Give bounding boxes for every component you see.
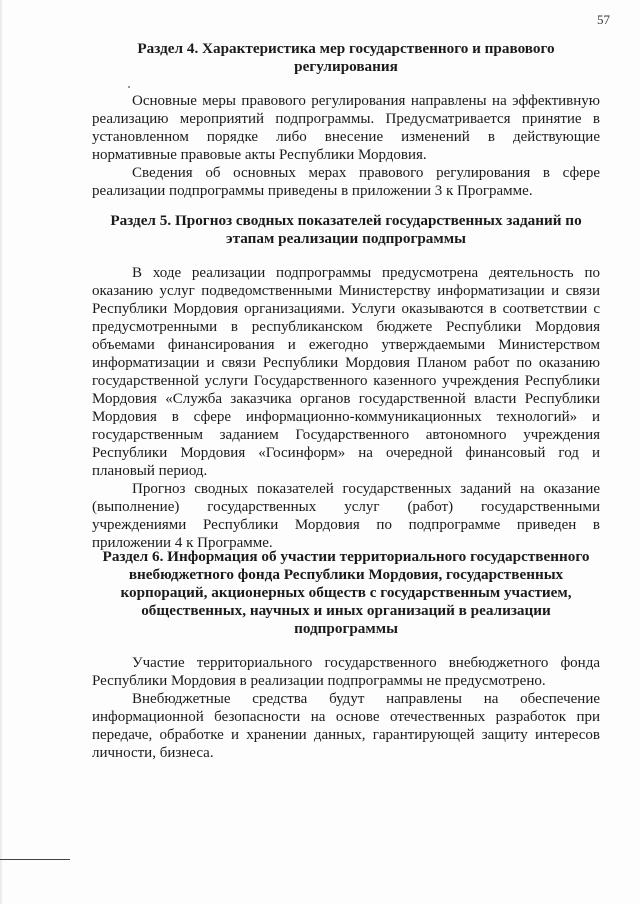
section-heading: Раздел 6. Информация об участии территориального государственного внебюджетного фонда Республики Мордовия, государственных корпораций, акционерных обществ с государственным участием, общественных, научных и иных организаций в реализации подпрограммы: [102, 548, 590, 637]
page-number: 57: [597, 12, 610, 27]
section-heading: Раздел 4. Характеристика мер государственного и правового регулирования: [137, 40, 555, 75]
scan-edge-shadow: [0, 0, 3, 904]
section-heading: Раздел 5. Прогноз сводных показателей государственных заданий по этапам реализации подпрограммы: [110, 212, 582, 247]
paragraph: Основные меры правового регулирования направлены на эффективную реализацию мероприятий подпрограммы. Предусматривается принятие в установленном порядке либо внесение изменений в действующие нормативные правовые акты Республики Мордовия.: [92, 93, 600, 163]
paragraph: Участие территориального государственного внебюджетного фонда Республики Мордовия в реализации подпрограммы не предусмотрено.: [92, 655, 600, 689]
paragraph: Прогноз сводных показателей государственных заданий на оказание (выполнение) государственных услуг (работ) государственными учреждениями Республики Мордовия по подпрограмме приведен в приложении 4 к Программе.: [92, 481, 600, 551]
paragraph: Внебюджетные средства будут направлены на обеспечение информационной безопасности на основе отечественных разработок при передаче, обработке и хранении данных, гарантирующей защиту интересов личности, бизнеса.: [92, 691, 600, 761]
footnote-rule: [0, 859, 70, 860]
section-4: [92, 40, 600, 200]
paragraph: Сведения об основных мерах правового регулирования в сфере реализации подпрограммы приведены в приложении 3 к Программе.: [92, 165, 600, 199]
section-5: [92, 212, 600, 552]
section-6: [92, 548, 600, 762]
paragraph: В ходе реализации подпрограммы предусмотрена деятельность по оказанию услуг подведомственными Министерству информатизации и связи Республики Мордовия организациями. Услуги оказываются в соответствии с предусмотренными в республиканском бюджете Республики Мордовия объемами финансирования и ежегодно утверждаемыми Министерством информатизации и связи Республики Мордовия Планом работ по оказанию государственной услуги Государственного казенного учреждения Республики Мордовия «Служба заказчика органов государственной власти Республики Мордовия в сфере информационно-коммуникационных технологий» и государственным заданием Государственного автономного учреждения Республики Мордовия «Госинформ» на очередной финансовый год и плановый период.: [92, 265, 600, 479]
